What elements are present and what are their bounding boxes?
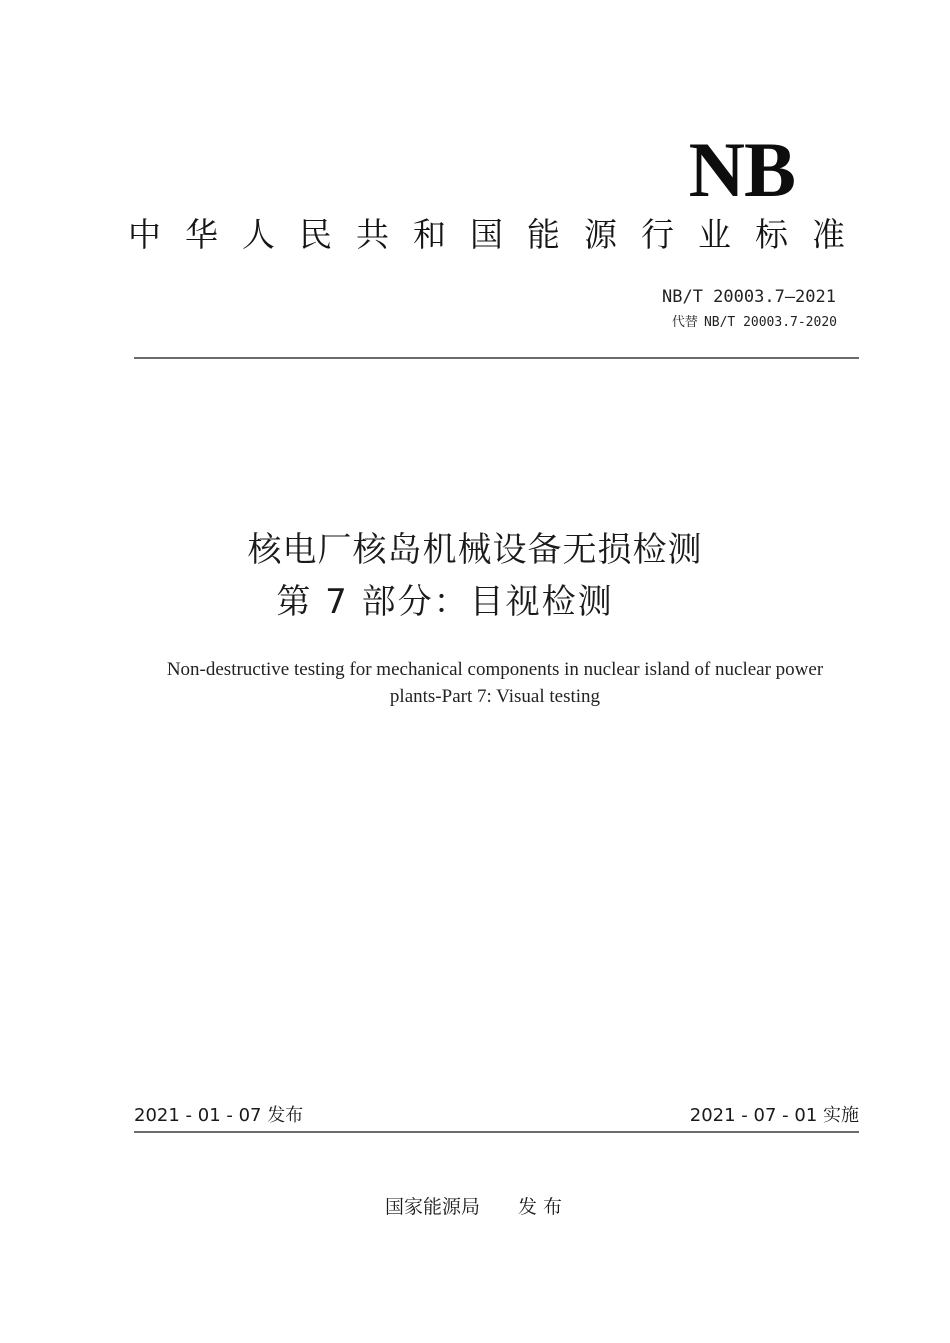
standard-logo: NB [688,126,795,213]
title-zh-line2: 第 7 部分：目视检测 [276,582,614,622]
standard-number: NB/T 20003.7—2021 [662,287,836,307]
implementation-date: 2021 - 07 - 01 实施 [689,1105,859,1126]
issuer: 国家能源局 发 布 [385,1196,563,1218]
replaces-code: NB/T 20003.7-2020 [703,315,837,330]
bottom-divider [134,1131,859,1133]
replaces-prefix: 代替 [671,315,698,330]
standard-category: 中华人民共和国能源行业标准 [128,215,869,254]
top-divider [134,357,859,359]
replaces-note [672,314,837,332]
title-en: Non-destructive testing for mechanical components in nuclear island of nuclear power plants-Part 7: Visual testing [166,659,824,707]
issue-date: 2021 - 01 - 07 发布 [134,1105,304,1126]
title-zh-line1: 核电厂核岛机械设备无损检测 [247,530,703,570]
